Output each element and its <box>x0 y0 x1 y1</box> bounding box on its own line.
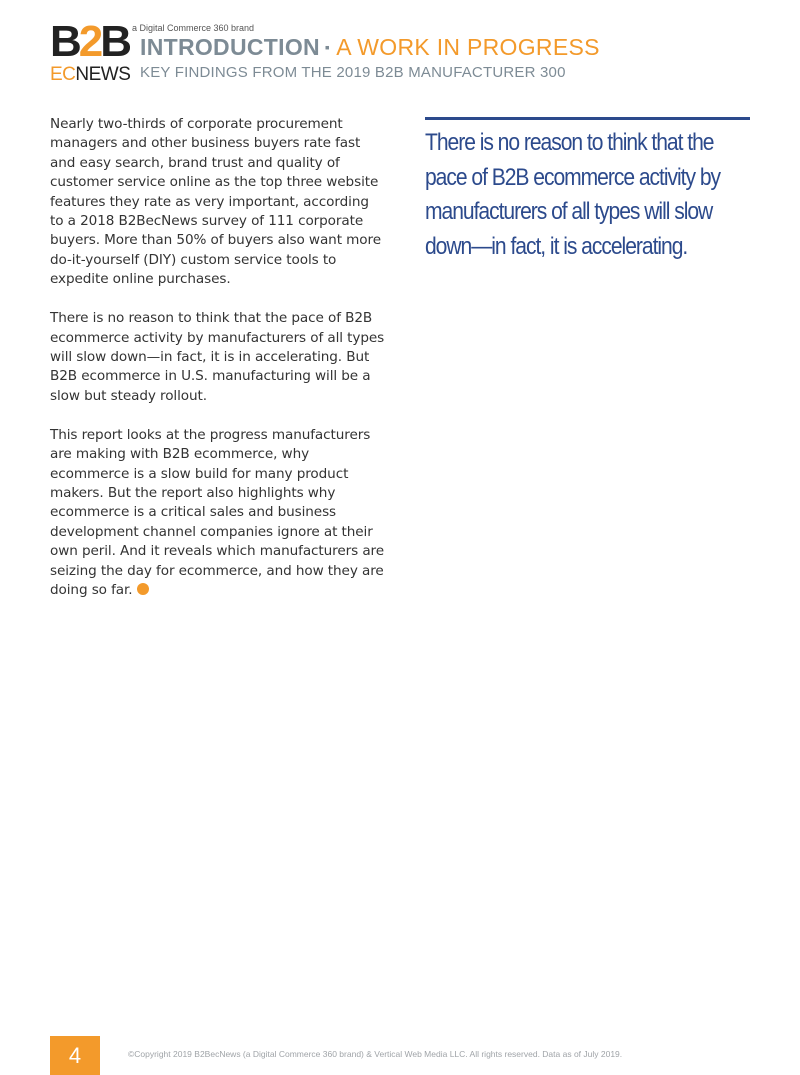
pull-quote-text: There is no reason to think that the pace of B2B ecommerce activity by manufacturers of all types will slow down—in fact, it is accelerating. <box>425 129 721 260</box>
b2becnews-logo <box>50 17 132 85</box>
section-title-sub: A WORK IN PROGRESS <box>336 34 600 60</box>
page-number: 4 <box>68 1042 82 1068</box>
page-header <box>50 17 770 85</box>
pull-quote <box>425 117 750 264</box>
section-title-main: INTRODUCTION <box>140 34 320 60</box>
section-subtitle: KEY FINDINGS FROM THE 2019 B2B MANUFACTURER 300 <box>140 64 566 81</box>
body-text-column <box>50 115 385 620</box>
body-paragraph: There is no reason to think that the pace of B2B ecommerce activity by manufacturers of all types will slow down—in fact, it is in accelerating. But B2B ecommerce in U.S. manufacturing will be a slow but steady rollout. <box>50 310 385 404</box>
end-of-article-dot-icon <box>137 583 149 595</box>
logo-b2b-wordmark: B2B <box>50 17 130 66</box>
title-separator-icon: ▪ <box>324 39 331 55</box>
logo-ecnews-wordmark: ECNEWS <box>50 64 131 85</box>
copyright-notice: ©Copyright 2019 B2BecNews (a Digital Commerce 360 brand) & Vertical Web Media LLC. All rights reserved. Data as of July 2019. <box>128 1049 623 1059</box>
body-paragraph: Nearly two-thirds of corporate procurement managers and other business buyers rate fast and easy search, brand trust and quality of customer service online as the top three website features they rate as very important, according to a 2018 B2BecNews survey of 111 corporate buyers. More than 50% of buyers also want more do-it-yourself (DIY) custom service tools to expedite online purchases. <box>50 116 381 288</box>
body-paragraph-last: This report looks at the progress manufacturers are making with B2B ecommerce, why ecommerce is a slow build for many product makers. But the report also highlights why ecommerce is a critical sales and business development channel companies ignore at their own peril. And it reveals which manufacturers are seizing the day for ecommerce, and how they are doing so far. <box>50 426 385 598</box>
section-title <box>140 34 600 60</box>
page-number-badge <box>50 1036 100 1075</box>
brand-tagline: a Digital Commerce 360 brand <box>132 23 255 33</box>
